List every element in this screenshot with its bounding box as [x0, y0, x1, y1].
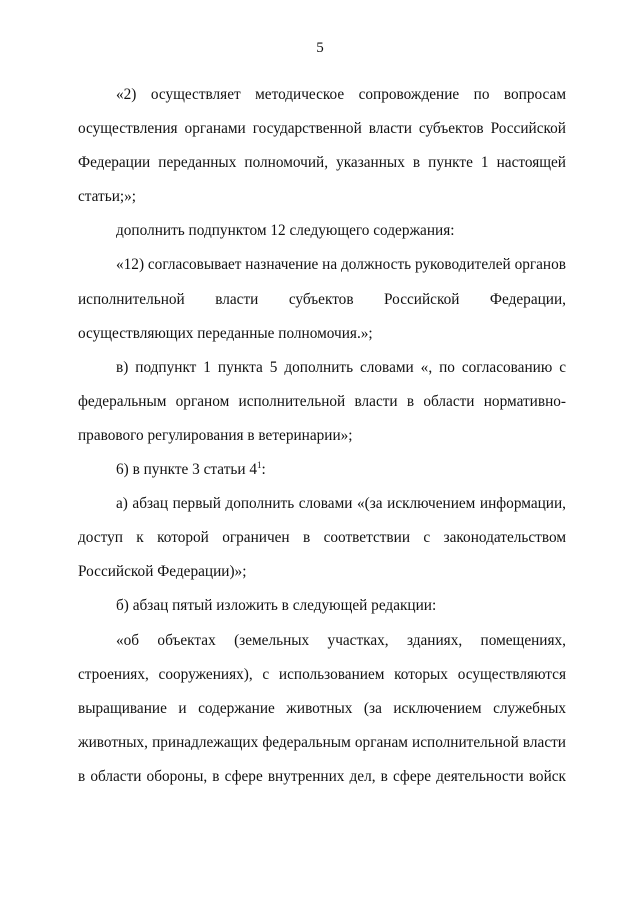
paragraph-item-b: б) абзац пятый изложить в следующей редакции: — [116, 597, 437, 615]
paragraph-subitem-12: «12) согласовывает назначение на должность руководителей органов исполнительной власти субъектов Российской Федерации, осуществляющих переданные полномочия.»; — [78, 256, 566, 342]
page-number: 5 — [316, 40, 324, 56]
paragraph-item-6 — [78, 453, 566, 487]
paragraph-item-6-text: 6) в пункте 3 статьи 4 — [116, 461, 258, 479]
paragraph-add-subitem-12: дополнить подпунктом 12 следующего содержания: — [116, 222, 455, 240]
paragraph-subitem-2: «2) осуществляет методическое сопровождение по вопросам осуществления органами государственной власти субъектов Российской Федерации переданных полномочий, указанных в пункте 1 настоящей статьи;»; — [78, 86, 566, 206]
paragraph-objects-quote: «об объектах (земельных участках, зданиях, помещениях, строениях, сооружениях), с использованием которых осуществляются выращивание и содержание животных (за исключением служебных животных, принадлежащих федеральным органам исполнительной власти в области обороны, в сфере внутренних дел, в сфере деятельности войск — [78, 631, 566, 785]
paragraph-item-v: в) подпункт 1 пункта 5 дополнить словами «, по согласованию с федеральным органом исполнительной власти в области нормативно-правового регулирования в ветеринарии»; — [78, 358, 566, 444]
paragraph-item-6-colon: : — [261, 461, 266, 479]
document-body — [78, 78, 566, 794]
paragraph-item-a: а) абзац первый дополнить словами «(за исключением информации, доступ к которой ограничен в соответствии с законодательством Российской Федерации)»; — [78, 495, 566, 581]
article-superscript: 1 — [257, 460, 262, 471]
